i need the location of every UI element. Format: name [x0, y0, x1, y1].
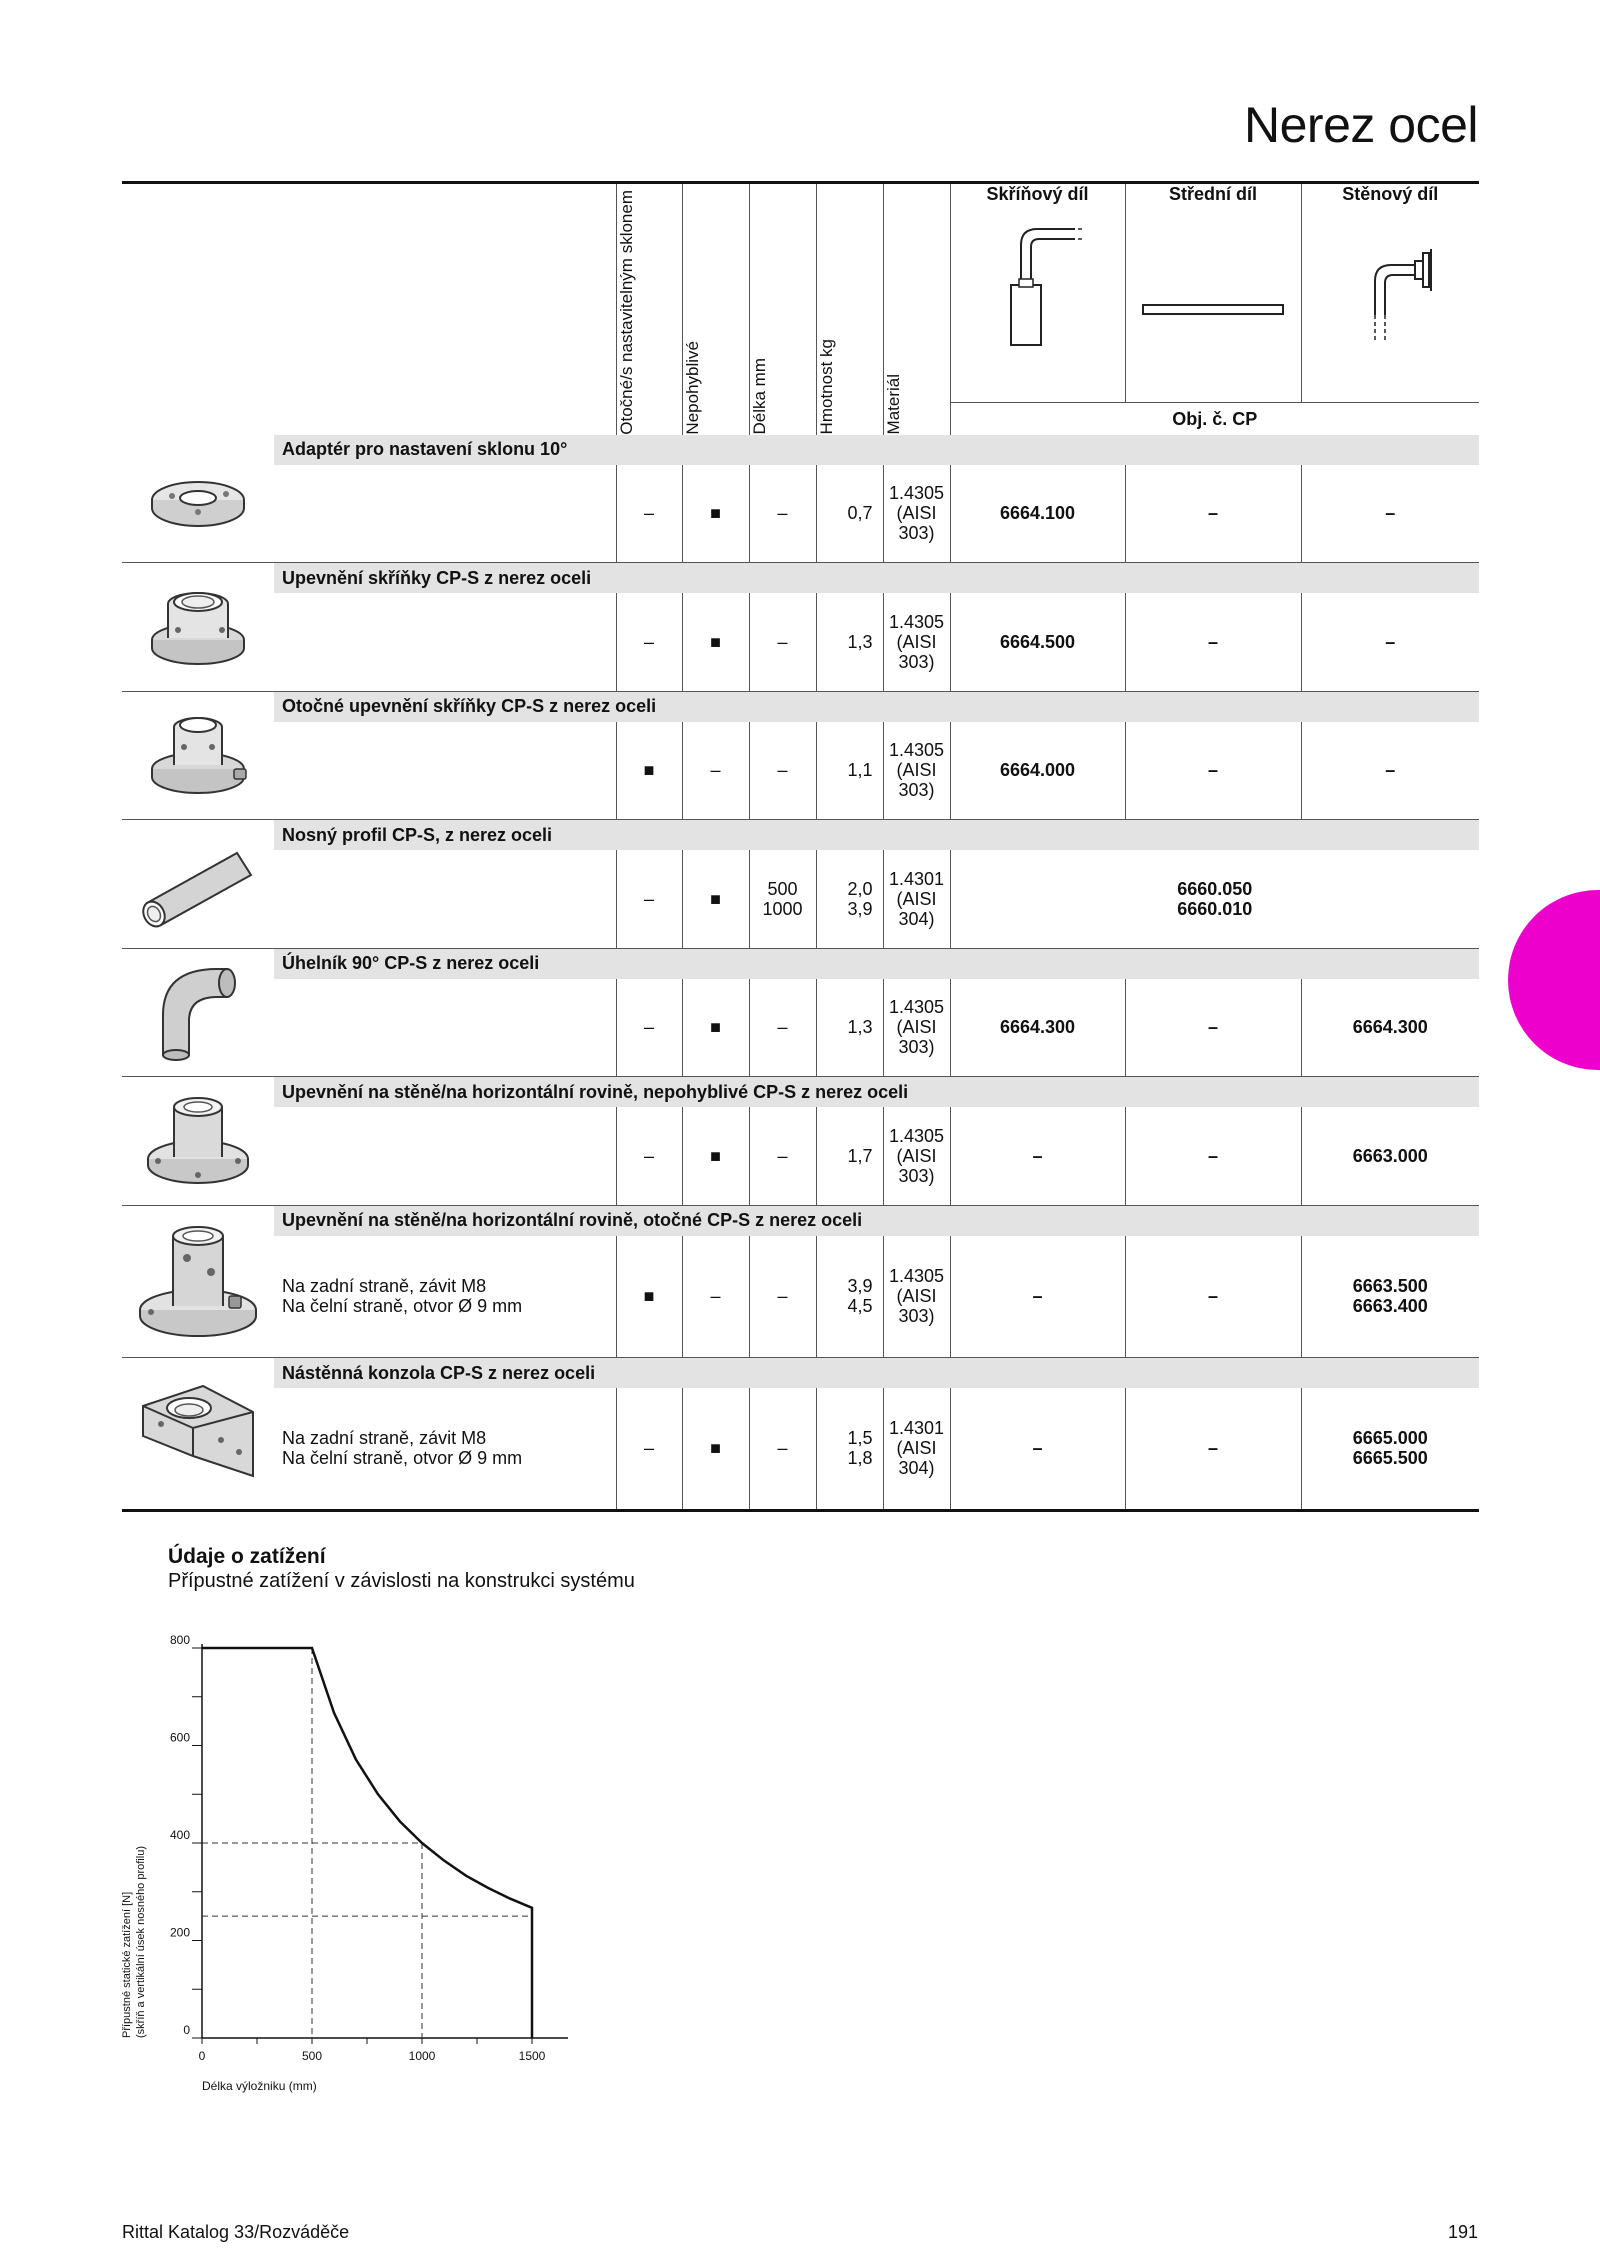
cell-fixed: ■	[682, 850, 749, 948]
cell-material: 1.4305 (AISI 303)	[883, 1107, 950, 1205]
table-row	[122, 850, 1479, 948]
cell-material: 1.4301 (AISI 304)	[883, 850, 950, 948]
cell-fixed: ■	[682, 1107, 749, 1205]
cell-weight: 1,7	[816, 1107, 883, 1205]
cell-weight: 1,3	[816, 593, 883, 691]
product-name: Upevnění skříňky CP-S z nerez oceli	[274, 563, 1479, 594]
table-row	[122, 1236, 1479, 1358]
table-row	[122, 593, 1479, 691]
cell-length: 500 1000	[749, 850, 816, 948]
product-description: Na zadní straně, závit M8 Na čelní straně, otvor Ø 9 mm	[282, 1428, 523, 1469]
cell-middle-part: –	[1125, 1107, 1301, 1205]
product-name: Úhelník 90° CP-S z nerez oceli	[274, 948, 1479, 979]
product-description: Na zadní straně, závit M8 Na čelní straně, otvor Ø 9 mm	[282, 1276, 523, 1317]
table-header	[122, 183, 1479, 435]
swivel-mount-icon	[138, 787, 258, 807]
col-fixed: Nepohyblivé	[682, 183, 749, 435]
wall-bracket-icon	[133, 1470, 263, 1490]
page-title: Nerez ocel	[1244, 97, 1478, 153]
cell-material: 1.4301 (AISI 304)	[883, 1388, 950, 1510]
load-section-subtitle: Přípustné zatížení v závislosti na konstrukci systému	[168, 1570, 635, 1592]
cell-swivel: –	[616, 1388, 682, 1510]
y-tick-label: 400	[169, 1828, 190, 1842]
cell-weight: 1,5 1,8	[816, 1388, 883, 1510]
col-material: Materiál	[883, 183, 950, 435]
cell-material: 1.4305 (AISI 303)	[883, 593, 950, 691]
product-description	[274, 722, 616, 820]
cell-material: 1.4305 (AISI 303)	[883, 1236, 950, 1358]
y-axis-label	[121, 1846, 147, 2038]
y-axis-label-line: Přípustné statické zatížení [N]	[121, 1891, 133, 2038]
cell-middle-part: 6660.050 6660.010	[950, 850, 1479, 948]
product-name: Upevnění na stěně/na horizontální rovině, nepohyblivé CP-S z nerez oceli	[274, 1077, 1479, 1108]
cell-wall-part: –	[1301, 593, 1479, 691]
product-name-row	[122, 435, 1479, 465]
table-row	[122, 1388, 1479, 1510]
cell-length: –	[749, 593, 816, 691]
order-number-header: Obj. č. CP	[950, 403, 1479, 435]
cell-wall-part: –	[1301, 465, 1479, 563]
cell-wall-part: 6664.300	[1301, 979, 1479, 1077]
cell-weight: 0,7	[816, 465, 883, 563]
table-row	[122, 1107, 1479, 1205]
cell-middle-part: –	[1125, 1236, 1301, 1358]
y-tick-label: 600	[169, 1730, 190, 1745]
y-axis-label-line: (skříň a vertikální úsek nosného profilu)	[135, 1846, 147, 2038]
cell-swivel: –	[616, 593, 682, 691]
col-swivel: Otočné/s nastavitelným sklonem	[616, 183, 682, 435]
cell-length: –	[749, 1388, 816, 1510]
table-row	[122, 722, 1479, 820]
product-description	[274, 979, 616, 1077]
product-name: Otočné upevnění skříňky CP-S z nerez oceli	[274, 691, 1479, 722]
x-tick-label: 1000	[408, 2049, 436, 2063]
cell-fixed: –	[682, 1236, 749, 1358]
product-image	[122, 1077, 274, 1206]
cell-fixed: ■	[682, 979, 749, 1077]
product-name-row	[122, 948, 1479, 979]
cell-enclosure-part: 6664.000	[950, 722, 1125, 820]
wall-flange-swivel-icon	[133, 1328, 263, 1348]
cell-enclosure-part: –	[950, 1388, 1125, 1510]
footer-catalog: Rittal Katalog 33/Rozváděče	[122, 2222, 350, 2242]
enclosure-part-icon	[983, 215, 1093, 355]
product-name-row	[122, 691, 1479, 722]
y-tick-label: 200	[169, 1925, 190, 1940]
cell-enclosure-part: 6664.100	[950, 465, 1125, 563]
cell-wall-part: 6663.500 6663.400	[1301, 1236, 1479, 1358]
cell-swivel: –	[616, 979, 682, 1077]
cell-weight: 1,1	[816, 722, 883, 820]
cell-middle-part: –	[1125, 465, 1301, 563]
product-name-row	[122, 1205, 1479, 1236]
cell-enclosure-part: 6664.300	[950, 979, 1125, 1077]
product-name-row	[122, 1358, 1479, 1389]
load-chart	[118, 1630, 698, 2110]
table-row	[122, 979, 1479, 1077]
cell-wall-part: 6665.000 6665.500	[1301, 1388, 1479, 1510]
adapter-ring-icon	[138, 520, 258, 540]
x-tick-label: 0	[198, 2049, 206, 2063]
x-axis-label: Délka výložniku (mm)	[202, 2079, 317, 2093]
product-name: Nosný profil CP-S, z nerez oceli	[274, 820, 1479, 851]
product-image	[122, 691, 274, 820]
cell-enclosure-part: –	[950, 1107, 1125, 1205]
cell-material: 1.4305 (AISI 303)	[883, 979, 950, 1077]
cell-material: 1.4305 (AISI 303)	[883, 722, 950, 820]
cell-length: –	[749, 465, 816, 563]
cell-enclosure-part: –	[950, 1236, 1125, 1358]
enclosure-mount-icon	[138, 658, 258, 678]
cell-middle-part: –	[1125, 979, 1301, 1077]
cell-fixed: ■	[682, 593, 749, 691]
section-tab-marker	[1508, 890, 1600, 1070]
product-image	[122, 820, 274, 949]
cell-swivel: –	[616, 465, 682, 563]
product-name: Nástěnná konzola CP-S z nerez oceli	[274, 1358, 1479, 1389]
table-row	[122, 465, 1479, 563]
product-description	[274, 850, 616, 948]
product-name: Adaptér pro nastavení sklonu 10°	[274, 435, 1479, 465]
product-image	[122, 435, 274, 563]
product-description	[274, 1107, 616, 1205]
product-table	[122, 181, 1479, 1512]
wall-part-icon	[1335, 215, 1445, 355]
cell-wall-part: –	[1301, 722, 1479, 820]
y-tick-label: 800	[169, 1633, 190, 1647]
product-description	[274, 465, 616, 563]
col-length: Délka mm	[749, 183, 816, 435]
cell-length: –	[749, 979, 816, 1077]
product-name-row	[122, 1077, 1479, 1108]
x-tick-label: 1500	[518, 2049, 546, 2063]
x-tick-label: 500	[301, 2049, 323, 2063]
product-image	[122, 1205, 274, 1358]
elbow-90-icon	[143, 1049, 253, 1069]
cell-material: 1.4305 (AISI 303)	[883, 465, 950, 563]
product-image	[122, 1358, 274, 1511]
cell-fixed: ■	[682, 465, 749, 563]
product-description	[274, 593, 616, 691]
cell-weight: 2,0 3,9	[816, 850, 883, 948]
cell-swivel: –	[616, 1107, 682, 1205]
cell-length: –	[749, 1236, 816, 1358]
support-profile-tube-icon	[133, 915, 263, 935]
cell-middle-part: –	[1125, 593, 1301, 691]
col-wall-part: Stěnový díl	[1301, 183, 1479, 403]
y-tick-label: 0	[183, 2023, 190, 2037]
cell-middle-part: –	[1125, 722, 1301, 820]
col-weight: Hmotnost kg	[816, 183, 883, 435]
cell-weight: 3,9 4,5	[816, 1236, 883, 1358]
product-rows	[122, 435, 1479, 1511]
header-blank	[122, 183, 616, 435]
wall-flange-fixed-icon	[138, 1177, 258, 1197]
cell-wall-part: 6663.000	[1301, 1107, 1479, 1205]
cell-enclosure-part: 6664.500	[950, 593, 1125, 691]
cell-weight: 1,3	[816, 979, 883, 1077]
cell-swivel: ■	[616, 1236, 682, 1358]
product-image	[122, 948, 274, 1077]
middle-part-icon	[1138, 215, 1288, 355]
cell-fixed: –	[682, 722, 749, 820]
cell-swivel: ■	[616, 722, 682, 820]
col-enclosure-part: Skříňový díl	[950, 183, 1125, 403]
product-name-row	[122, 563, 1479, 594]
load-section-title: Údaje o zatížení	[168, 1545, 326, 1568]
product-name: Upevnění na stěně/na horizontální rovině, otočné CP-S z nerez oceli	[274, 1205, 1479, 1236]
col-middle-part: Střední díl	[1125, 183, 1301, 403]
cell-length: –	[749, 1107, 816, 1205]
cell-length: –	[749, 722, 816, 820]
product-name-row	[122, 820, 1479, 851]
product-image	[122, 563, 274, 692]
footer-page-number: 191	[1447, 2222, 1478, 2242]
cell-middle-part: –	[1125, 1388, 1301, 1510]
cell-fixed: ■	[682, 1388, 749, 1510]
cell-swivel: –	[616, 850, 682, 948]
